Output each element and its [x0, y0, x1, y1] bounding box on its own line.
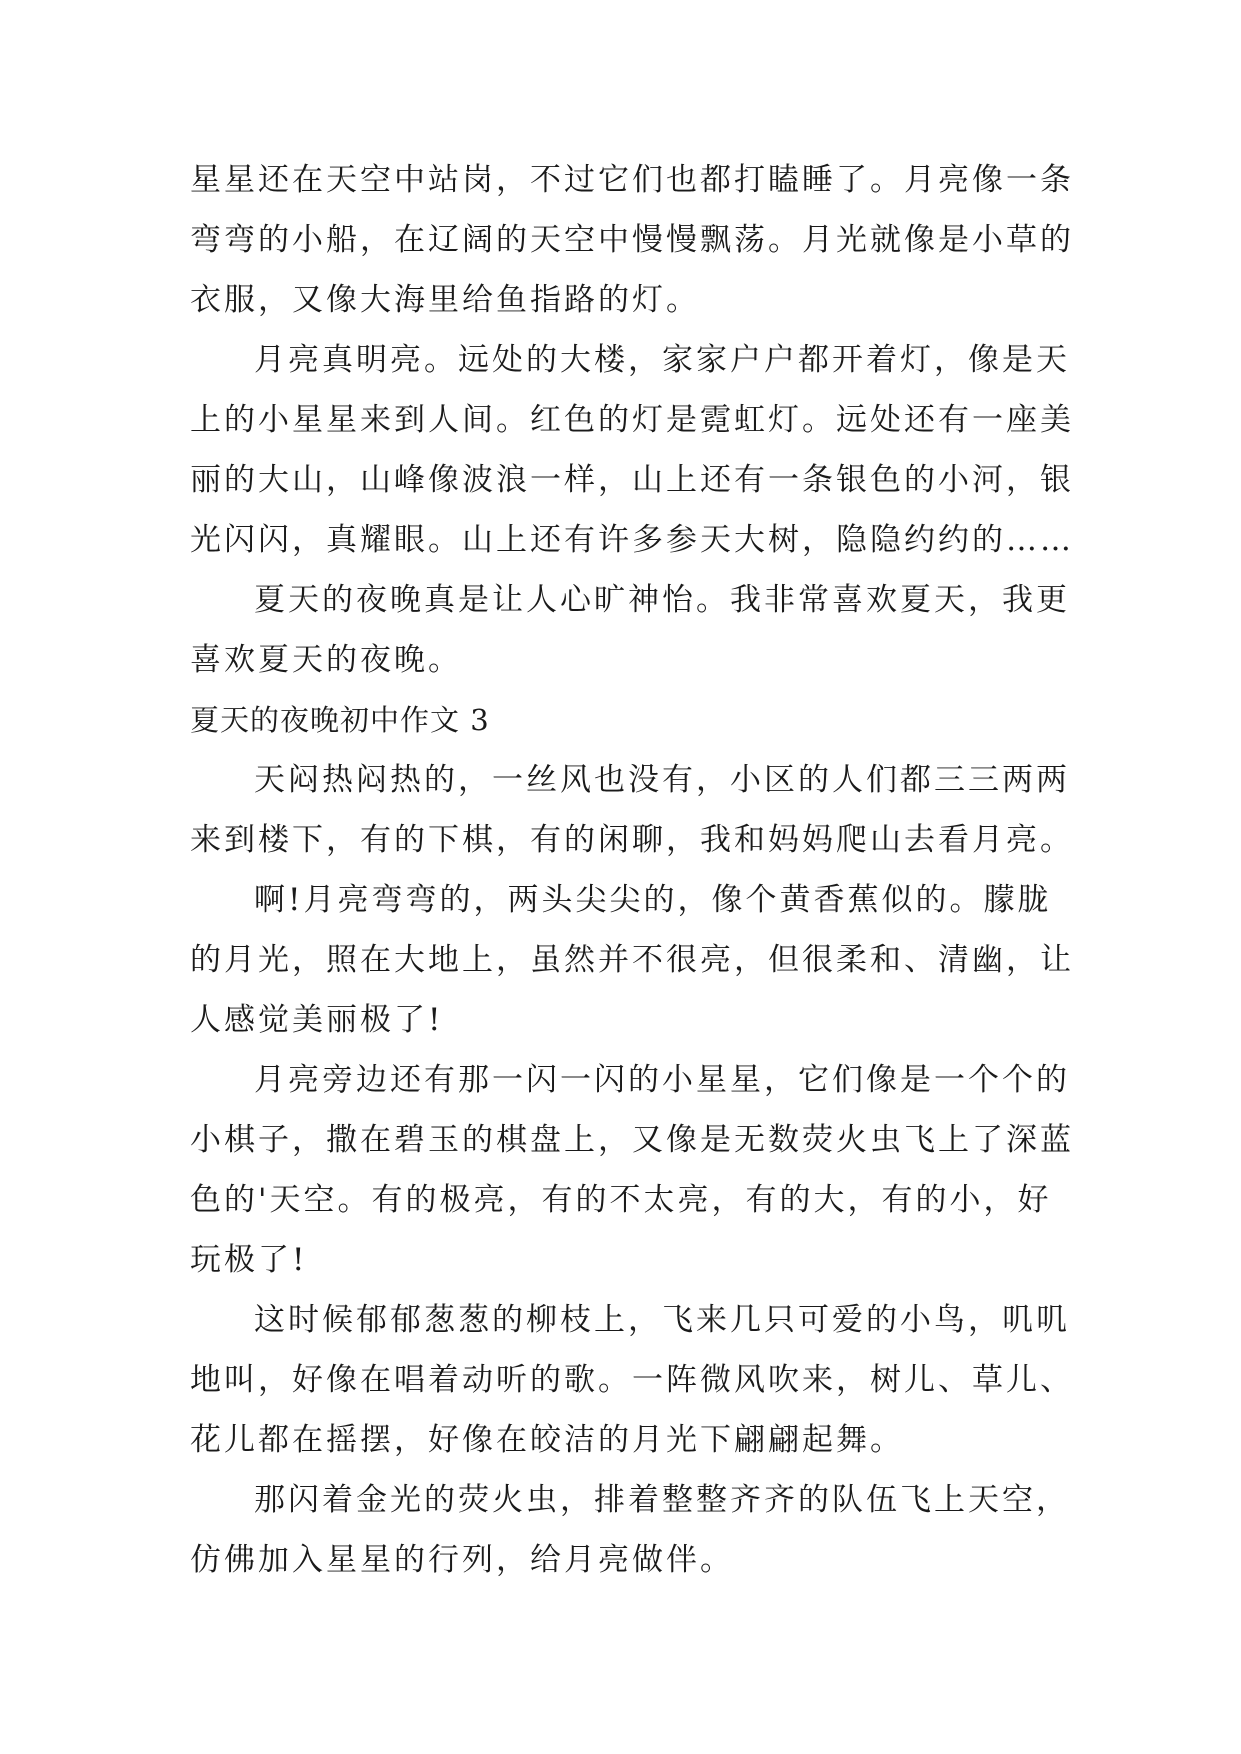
paragraph — [190, 330, 1074, 570]
text-line: 这时候郁郁葱葱的柳枝上，飞来几只可爱的小鸟，叽叽 — [254, 1302, 1070, 1338]
paragraph — [190, 150, 1074, 330]
text-line: 仿佛加入星星的行列，给月亮做伴。 — [190, 1542, 734, 1578]
section-heading: 夏天的夜晚初中作文 3 — [190, 703, 490, 737]
paragraph — [190, 1470, 1070, 1590]
paragraph — [190, 1290, 1074, 1470]
text-line: 花儿都在摇摆，好像在皎洁的月光下翩翩起舞。 — [190, 1422, 904, 1458]
text-line: 天闷热闷热的，一丝风也没有，小区的人们都三三两两 — [254, 762, 1070, 798]
text-line: 月亮旁边还有那一闪一闪的小星星，它们像是一个个的 — [254, 1062, 1070, 1098]
text-line: 小棋子，撒在碧玉的棋盘上，又像是无数荧火虫飞上了深蓝 — [190, 1122, 1074, 1158]
paragraph — [190, 750, 1074, 870]
text-line: 来到楼下，有的下棋，有的闲聊，我和妈妈爬山去看月亮。 — [190, 822, 1074, 858]
text-line: 那闪着金光的荧火虫，排着整整齐齐的队伍飞上天空， — [254, 1482, 1070, 1518]
text-line: 丽的大山，山峰像波浪一样，山上还有一条银色的小河，银 — [190, 462, 1074, 498]
text-line: 弯弯的小船，在辽阔的天空中慢慢飘荡。月光就像是小草的 — [190, 222, 1074, 258]
paragraph — [190, 870, 1074, 1050]
text-line: 色的'天空。有的极亮，有的不太亮，有的大，有的小，好 — [190, 1182, 1052, 1218]
text-line: 夏天的夜晚真是让人心旷神怡。我非常喜欢夏天，我更 — [254, 582, 1070, 618]
text-line: 光闪闪，真耀眼。山上还有许多参天大树，隐隐约约的…… — [190, 522, 1074, 558]
text-line: 人感觉美丽极了! — [190, 1002, 444, 1038]
text-line: 的月光，照在大地上，虽然并不很亮，但很柔和、清幽，让 — [190, 942, 1074, 978]
paragraph — [190, 570, 1070, 690]
document-page — [190, 150, 1074, 1590]
text-line: 喜欢夏天的夜晚。 — [190, 642, 462, 678]
paragraph — [190, 1050, 1074, 1290]
text-line: 上的小星星来到人间。红色的灯是霓虹灯。远处还有一座美 — [190, 402, 1074, 438]
text-line: 月亮真明亮。远处的大楼，家家户户都开着灯，像是天 — [254, 342, 1070, 378]
text-line: 星星还在天空中站岗，不过它们也都打瞌睡了。月亮像一条 — [190, 162, 1074, 198]
text-line: 啊!月亮弯弯的，两头尖尖的，像个黄香蕉似的。朦胧 — [254, 882, 1052, 918]
text-line: 玩极了! — [190, 1242, 308, 1278]
text-line: 地叫，好像在唱着动听的歌。一阵微风吹来，树儿、草儿、 — [190, 1362, 1074, 1398]
text-line: 衣服，又像大海里给鱼指路的灯。 — [190, 282, 700, 318]
